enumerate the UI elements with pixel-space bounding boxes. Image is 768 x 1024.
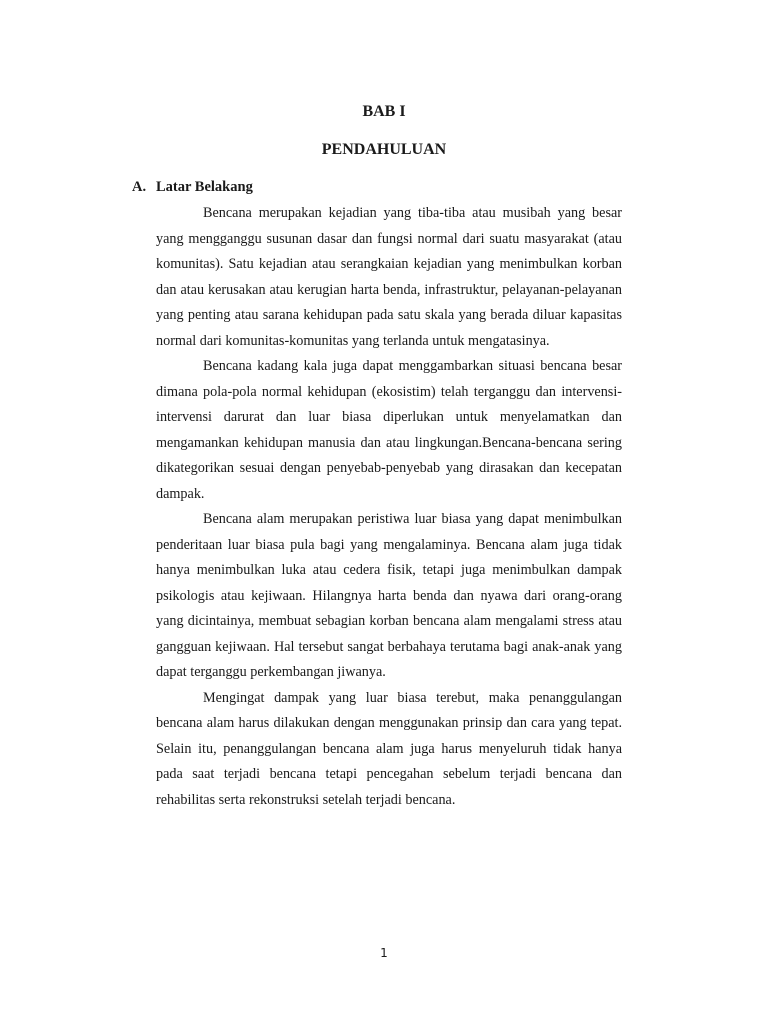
paragraph: Bencana alam merupakan peristiwa luar biasa yang dapat menimbulkan penderitaan luar biasa pula bagi yang mengalaminya. Bencana alam juga tidak hanya menimbulkan luka atau cedera fisik, tetapi juga menimbulkan dampak psikologis atau kejiwaan. Hilangnya harta benda dan nyawa dari orang-orang yang dicintainya, membuat sebagian korban bencana alam mengalami stress atau gangguan kejiwaan. Hal tersebut sangat berbahaya terutama bagi anak-anak yang dapat terganggu perkembangan jiwanya.	[156, 511, 622, 680]
page-number: 1	[380, 946, 388, 960]
body-text	[156, 201, 622, 813]
chapter-title: PENDAHULUAN	[321, 141, 447, 158]
section-title: Latar Belakang	[156, 179, 253, 195]
section-heading	[132, 179, 253, 196]
section-letter: A.	[132, 179, 147, 195]
paragraph: Bencana kadang kala juga dapat menggambarkan situasi bencana besar dimana pola-pola normal kehidupan (ekosistim) telah terganggu dan intervensi-intervensi darurat dan luar biasa diperlukan untuk menyelamatkan dan mengamankan kehidupan manusia dan atau lingkungan.Bencana-bencana sering dikategorikan sesuai dengan penyebab-penyebab yang dirasakan dan kecepatan dampak.	[156, 358, 622, 502]
paragraph: Bencana merupakan kejadian yang tiba-tiba atau musibah yang besar yang mengganggu susunan dasar dan fungsi normal dari suatu masyarakat (atau komunitas). Satu kejadian atau serangkaian kejadian yang menimbulkan korban dan atau kerusakan atau kerugian harta benda, infrastruktur, pelayanan-pelayanan yang penting atau sarana kehidupan pada satu skala yang berada diluar kapasitas normal dari komunitas-komunitas yang terlanda untuk mengatasinya.	[156, 205, 622, 349]
paragraph: Mengingat dampak yang luar biasa terebut, maka penanggulangan bencana alam harus dilakukan dengan menggunakan prinsip dan cara yang tepat. Selain itu, penanggulangan bencana alam juga harus menyeluruh tidak hanya pada saat terjadi bencana tetapi pencegahan sebelum terjadi bencana dan rehabilitas serta rekonstruksi setelah terjadi bencana.	[156, 689, 622, 808]
chapter-number: BAB I	[362, 103, 406, 120]
